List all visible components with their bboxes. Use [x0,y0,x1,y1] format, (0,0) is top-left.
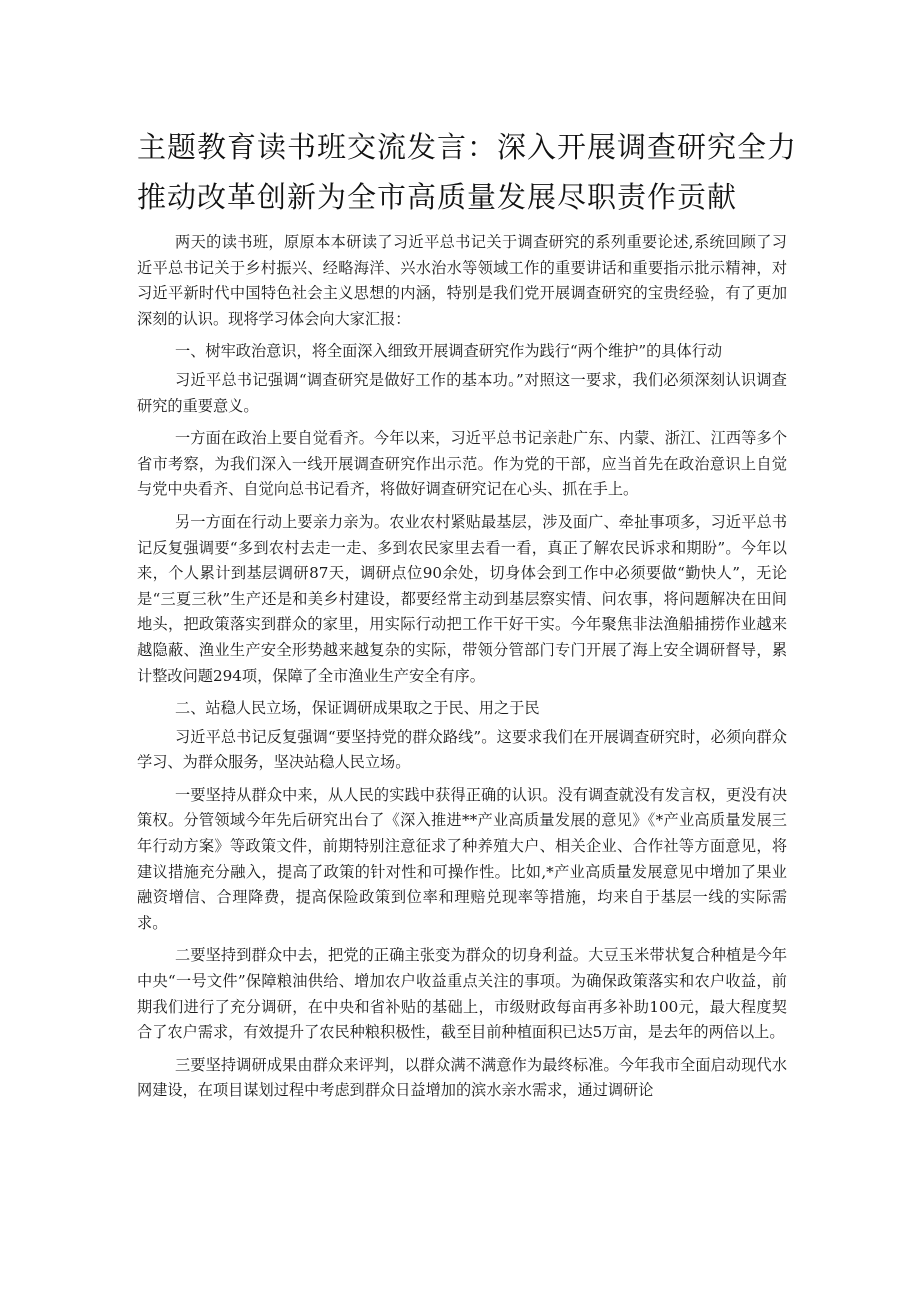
paragraph: 一方面在政治上要自觉看齐。今年以来，习近平总书记亲赴广东、内蒙、浙江、江西等多个省市考察，为我们深入一线开展调查研究作出示范。作为党的干部，应当首先在政治意识上自觉与党中央看齐、自觉向总书记看齐，将做好调查研究记在心头、抓在手上。 [137,429,787,499]
paragraph: 另一方面在行动上要亲力亲为。农业农村紧贴最基层，涉及面广、牵扯事项多，习近平总书记反复强调要“多到农村去走一走、多到农民家里去看一看，真正了解农民诉求和期盼”。今年以来，个人累计到基层调研87天，调研点位90余处，切身体会到工作中必须要做“勤快人”，无论是“三夏三秋”生产还是和美乡村建设，都要经常主动到基层察实情、问农事，将问题解决在田间地头，把政策落实到群众的家里，用实际行动把工作干好干实。今年聚焦非法渔船捕捞作业越来越隐蔽、渔业生产安全形势越来越复杂的实际，带领分管部门专门开展了海上安全调研督导，累计整改问题294项，保障了全市渔业生产安全有序。 [137,512,787,685]
section-heading-2: 二、站稳人民立场，保证调研成果取之于民、用之于民 [175,699,540,718]
paragraph: 三要坚持调研成果由群众来评判，以群众满不满意作为最终标准。今年我市全面启动现代水网建设，在项目谋划过程中考虑到群众日益增加的滨水亲水需求，通过调研论 [137,1055,787,1100]
paragraph-intro: 两天的读书班，原原本本研读了习近平总书记关于调查研究的系列重要论述,系统回顾了习近平总书记关于乡村振兴、经略海洋、兴水治水等领域工作的重要讲话和重要指示批示精神，对习近平新时代中国特色社会主义思想的内涵，特别是我们党开展调查研究的宝贵经验，有了更加深刻的认识。现将学习体会向大家汇报： [137,233,787,328]
section-heading-1: 一、树牢政治意识，将全面深入细致开展调查研究作为践行“两个维护”的具体行动 [175,342,723,361]
paragraph: 习近平总书记强调“调查研究是做好工作的基本功。”对照这一要求，我们必须深刻认识调查研究的重要意义。 [137,370,787,415]
document-body [137,230,787,1111]
document-title: 主题教育读书班交流发言：深入开展调查研究全力推动改革创新为全市高质量发展尽职责作贡献 [137,130,798,214]
paragraph: 二要坚持到群众中去，把党的正确主张变为群众的切身利益。大豆玉米带状复合种植是今年中央“一号文件”保障粮油供给、增加农户收益重点关注的事项。为确保政策落实和农户收益，前期我们进行了充分调研，在中央和省补贴的基础上，市级财政每亩再多补助100元，最大程度契合了农户需求，有效提升了农民种粮积极性，截至目前种植面积已达5万亩，是去年的两倍以上。 [137,946,787,1042]
paragraph: 习近平总书记反复强调“要坚持党的群众路线”。这要求我们在开展调查研究时，必须向群众学习、为群众服务，坚决站稳人民立场。 [137,727,787,772]
paragraph: 一要坚持从群众中来，从人民的实践中获得正确的认识。没有调查就没有发言权，更没有决策权。分管领域今年先后研究出台了《深入推进**产业高质量发展的意见》《*产业高质量发展三年行动方案》等政策文件，前期特别注意征求了种养殖大户、相关企业、合作社等方面意见，将建议措施充分融入，提高了政策的针对性和可操作性。比如,*产业高质量发展意见中增加了果业融资增信、合理降费，提高保险政策到位率和理赔兑现率等措施，均来自于基层一线的实际需求。 [137,785,787,932]
